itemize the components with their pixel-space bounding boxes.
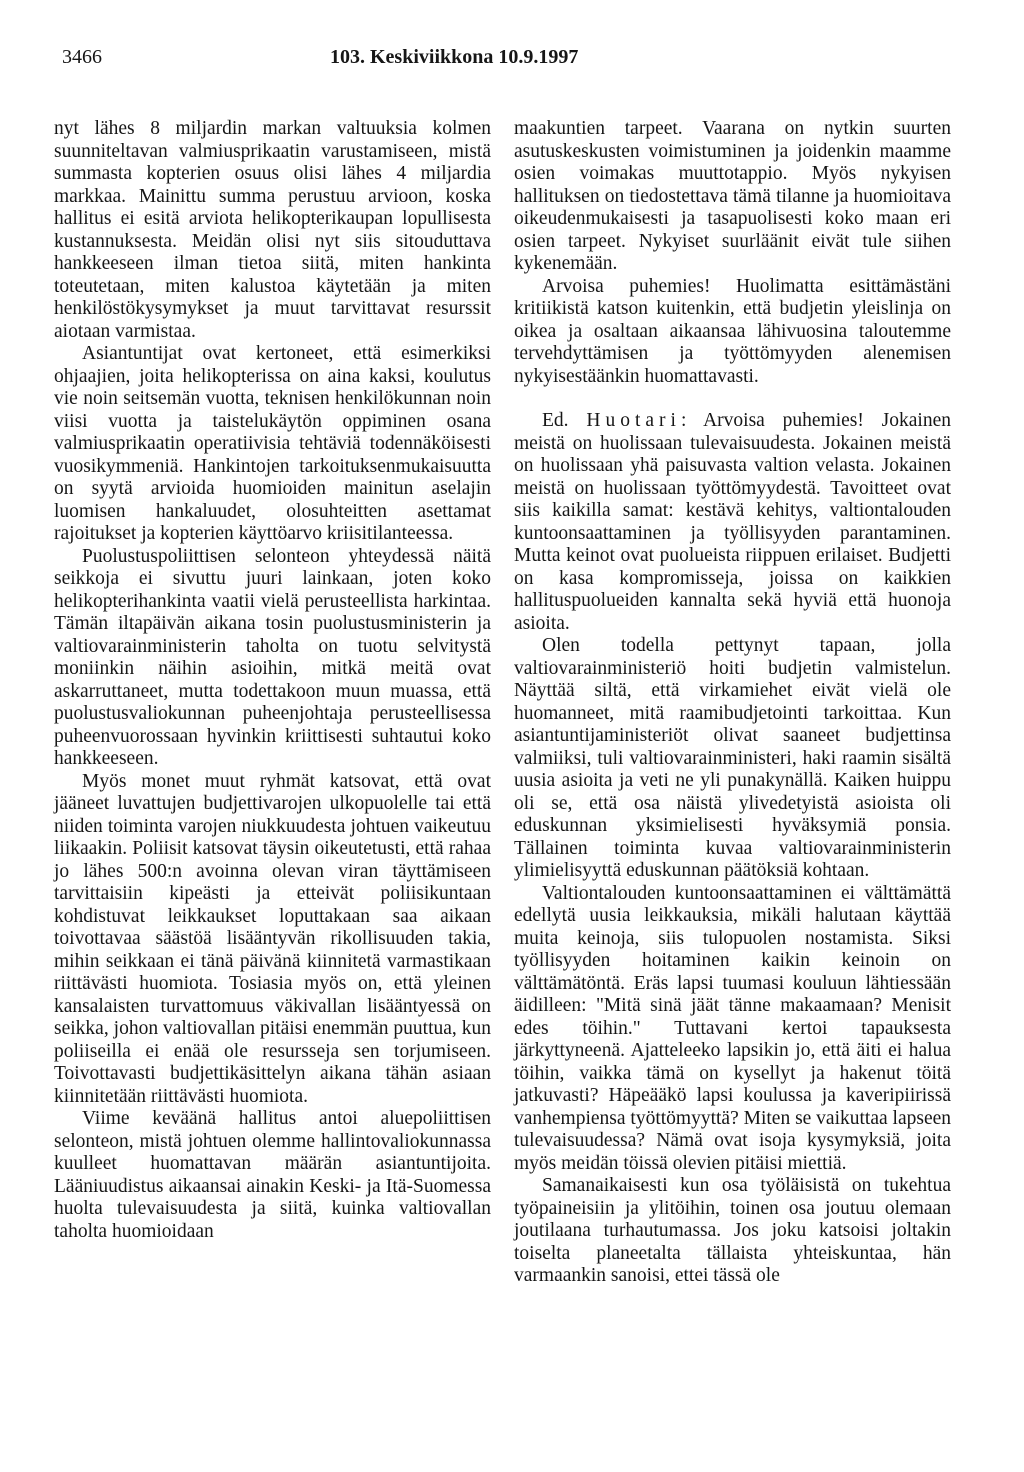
paragraph: Asiantuntijat ovat kertoneet, että esimerkiksi ohjaajien, joita helikopterissa on aina kaksi, koulutus vie noin seitsemän vuotta, teknisen henkilökunnan noin viisi vuotta ja taistelukäytön oppiminen osana valmiusprikaatin operatiivisia tehtäviä todennäköisesti vuosikymmeniä. Hankintojen tarkoituksenmukaisuutta on syytä arvioida huomioiden mainitun aselajin luomisen hankaluudet, olosuhteitten asettamat rajoitukset ja kopterien käyttöarvo kriisitilanteessa. xyxy=(54,343,491,544)
speech-opening xyxy=(514,410,951,635)
paragraph: Olen todella pettynyt tapaan, jolla valtiovarainministeriö hoiti budjetin valmistelun. Näyttää siltä, että virkamiehet eivät vielä ole huomanneet, mitä raamibudjetointi tarkoittaa. Kun asiantuntijaministeriöt olivat saaneet budjettinsa valmiiksi, tuli valtiovarainministeri, haki raamin sisältä uusia asioita ja veti ne yli punakynällä. Kaiken huippu oli se, että osa näistä ylivedetyistä asioista oli eduskunnan yksimielisesti hyväksymiä ponsia. Tällainen toiminta kuvaa valtiovarainministerin ylimielisyyttä eduskunnan päätöksiä kohtaan. xyxy=(514,635,951,881)
right-column xyxy=(514,118,951,1288)
speaker-name: Huotari xyxy=(586,410,681,431)
paragraph: Arvoisa puhemies! Huolimatta esittämästäni kritiikistä katson kuitenkin, että budjetin yleislinja on oikea ja osaltaan aikaansaa lähivuosina taloutemme tervehdyttämisen ja työttömyyden alenemisen nykyisestäänkin huomattavasti. xyxy=(514,275,951,387)
paragraph: maakuntien tarpeet. Vaarana on nytkin suurten asutuskeskusten voimistuminen ja joidenkin maamme osien voimakas muuttotappio. Myös nykyisen hallituksen on tiedostettava tämä tilanne ja huomioitava oikeudenmukaisesti ja tasapuolisesti koko maan eri osien tarpeet. Nykyiset suurläänit eivät tule siihen kykenemään. xyxy=(514,118,951,274)
paragraph: Valtiontalouden kuntoonsaattaminen ei välttämättä edellytä uusia leikkauksia, mikäli halutaan käyttää muita keinoja, siis tulopuolen nostamista. Siksi työllisyyden hoitaminen kaikin keinoin on välttämätöntä. Eräs lapsi tuumasi kouluun lähtiessään äidilleen: "Mitä sinä jäät tänne makaamaan? Menisit edes töihin." Tuttavani kertoi tapauksesta järkyttyneenä. Ajatteleeko lapsikin jo, että äiti ei halua töihin, vaikka tämä on kysellyt ja hakenut töitä jatkuvasti? Häpeääkö lapsi koulussa ja kaveripiirissä vanhempiensa työttömyyttä? Miten se vaikuttaa lapseen tulevaisuudessa? Nämä ovat isoja kysymyksiä, joita myös meidän töissä olevien pitäisi miettiä. xyxy=(514,882,951,1174)
paragraph: Puolustuspoliittisen selonteon yhteydessä näitä seikkoja ei sivuttu juuri lainkaan, joten koko helikopterihankinta vaatii vielä perusteellista harkintaa. Tämän iltapäivän aikana tosin puolustusministerin ja valtiovarainministerin taholta on tuotu selvitystä moniinkin näihin asioihin, mitkä meitä ovat askarruttaneet, mutta todettakoon muun muassa, että puolustusvaliokunnan puheenjohtaja perusteellisessa puheenvuorossaan hyvinkin kriittisesti suhtautui koko hankkeeseen. xyxy=(54,545,491,769)
left-column xyxy=(54,118,491,1243)
page-number: 3466 xyxy=(62,46,102,68)
paragraph: Samanaikaisesti kun osa työläisistä on tukehtua työpaineisiin ja ylitöihin, toinen osa joutuu olemaan joutilaana turhautumassa. Jos joku katsoisi joltakin toiselta planeetalta tällaista yhteiskuntaa, hän varmaankin sanoisi, ettei tässä ole xyxy=(514,1175,951,1286)
page-header-title: 103. Keskiviikkona 10.9.1997 xyxy=(330,46,579,68)
paragraph: Viime keväänä hallitus antoi aluepoliittisen selonteon, mistä johtuen olemme hallintovaliokunnassa kuulleet huomattavan määrän asiantuntijoita. Lääniuudistus aikaansai ainakin Keski- ja Itä-Suomessa huolta tulevaisuudesta ja siitä, kuinka valtiovallan taholta huomioidaan xyxy=(54,1108,491,1242)
paragraph: Myös monet muut ryhmät katsovat, että ovat jääneet luvattujen budjettivarojen ulkopuolelle tai että niiden toiminta varojen niukkuudesta johtuen vaikeutuu liikaakin. Poliisit katsovat täysin oikeutetusti, että rahaa jo lähes 500:n avoinna olevan viran täyttämiseen tarvittaisiin kipeästi ja etteivät poliisikuntaan kohdistuvat leikkaukset loputtakaan saa aikaan toivottavaa säästöä lisääntyvän rikollisuuden takia, mihin seikkaan ei tänä päivänä kiinnitetä varmastikaan riittävästi huomiota. Tosiasia myös on, että yleinen kansalaisten turvattomuus väkivallan lisääntyessä on seikka, johon valtiovallan pitäisi enemmän puuttua, kun poliiseilla ei enää ole resursseja sen torjumiseen. Toivottavasti budjettikäsittelyn aikana tähän asiaan kiinnitetään riittävästi huomiota. xyxy=(54,770,491,1107)
paragraph: nyt lähes 8 miljardin markan valtuuksia kolmen suunniteltavan valmiusprikaatin varustamiseen, mistä summasta kopterien osuus olisi lähes 4 miljardia markkaa. Mainittu summa perustuu arvioon, koska hallitus ei esitä arviota helikopterikaupan lopullisesta kustannuksesta. Meidän olisi nyt siis sitouduttava hankkeeseen ilman tietoa siitä, miten hankinta toteutetaan, miten kalustoa käytetään ja miten henkilöstökysymykset ja muut tarvittavat resurssit aiotaan varmistaa. xyxy=(54,118,491,342)
speaker-prefix: Ed. xyxy=(542,410,587,431)
speech-opening-text: : Arvoisa puhemies! Jokainen meistä on huolissaan tulevaisuudesta. Jokainen meistä on huolissaan yhä paisuvasta valtion velasta. Jokainen meistä on huolissaan työttömyydestä. Tavoitteet ovat siis kaikilla samat: kestävä kehitys, valtiontalouden kuntoonsaattaminen ja työllisyyden parantaminen. Mutta keinot ovat puolueista riippuen erilaiset. Budjetti on kasa kompromisseja, joissa on kaikkien hallituspuolueiden kannalta sekä hyviä että huonoja asioita. xyxy=(514,410,951,634)
